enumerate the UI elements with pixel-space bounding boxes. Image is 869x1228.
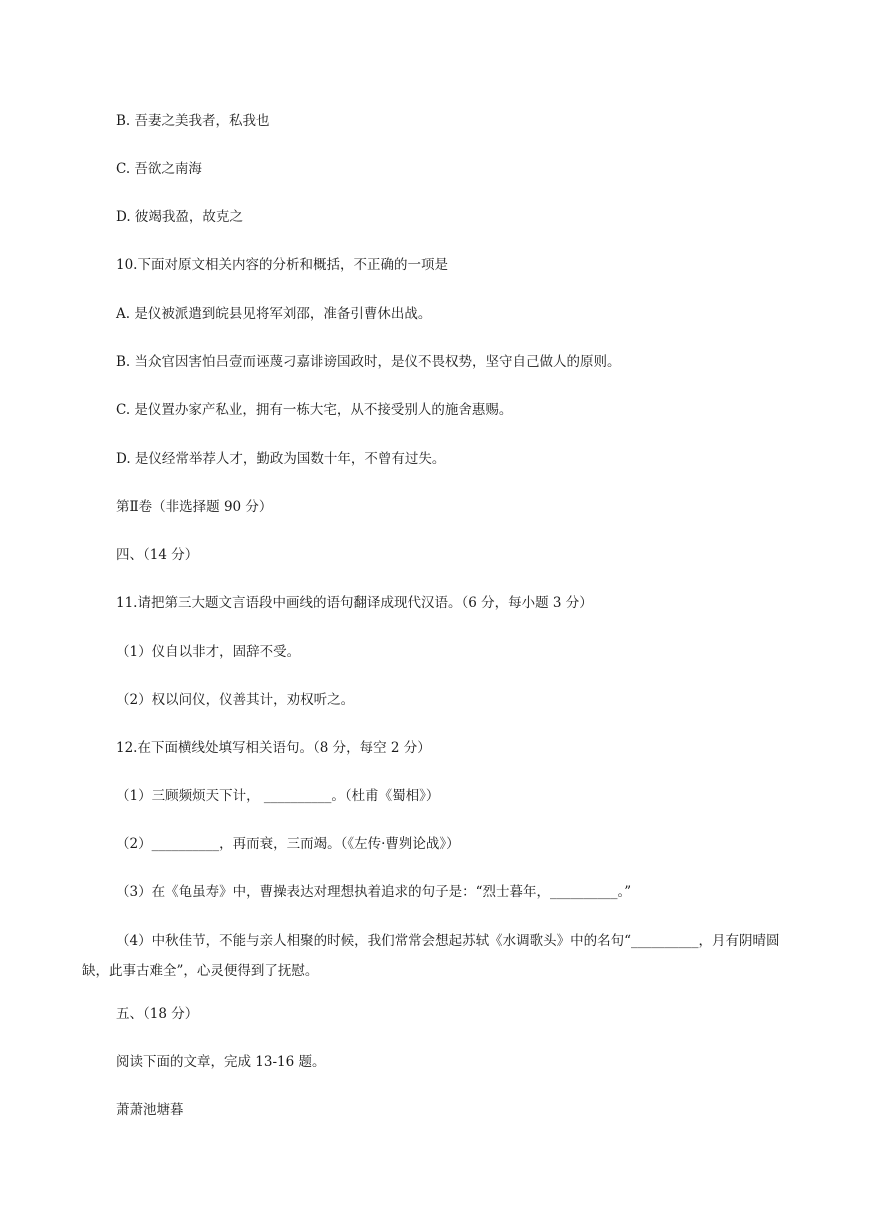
q11-item-2: （2）权以问仪，仪善其计，劝权听之。 [116,692,355,708]
q12-item-2: （2）__________，再而衰，三而竭。（《左传·曹刿论战》） [116,836,460,852]
section-heading-volume-2: 第Ⅱ卷（非选择题 90 分） [116,499,273,515]
question-11: 11.请把第三大题文言语段中画线的语句翻译成现代汉语。（6 分，每小题 3 分） [116,595,593,611]
option-b: B. 吾妻之美我者，私我也 [116,113,270,129]
q12-item-1: （1）三顾频烦天下计， __________。（杜甫《蜀相》） [116,788,440,804]
q10-option-a: A. 是仪被派遣到皖县见将军刘邵，准备引曹休出战。 [116,306,432,322]
q11-item-1: （1）仪自以非才，固辞不受。 [116,644,301,660]
q12-item-3: （3）在《龟虽寿》中，曹操表达对理想执着追求的句子是：“烈士暮年，__________。” [116,884,632,900]
section-heading-five: 五、（18 分） [116,1006,199,1022]
section-heading-four: 四、（14 分） [116,547,199,563]
q10-option-d: D. 是仪经常举荐人才，勤政为国数十年，不曾有过失。 [116,451,446,467]
option-c: C. 吾欲之南海 [116,161,202,177]
q12-item-4: （4）中秋佳节，不能与亲人相聚的时候，我们常常会想起苏轼《水调歌头》中的名句“__________，月有阴晴圆缺，此事古难全”，心灵便得到了抚慰。 [82,933,780,979]
article-title: 萧萧池塘暮 [116,1102,184,1118]
q10-option-b: B. 当众官因害怕吕壹而诬蔑刁嘉诽谤国政时，是仪不畏权势，坚守自己做人的原则。 [116,354,621,370]
reading-instruction: 阅读下面的文章，完成 13-16 题。 [116,1054,326,1070]
option-d: D. 彼竭我盈，故克之 [116,209,243,225]
question-10: 10.下面对原文相关内容的分析和概括，不正确的一项是 [116,257,448,273]
q10-option-c: C. 是仪置办家产私业，拥有一栋大宅，从不接受别人的施舍惠赐。 [116,402,513,418]
question-12: 12.在下面横线处填写相关语句。（8 分，每空 2 分） [116,740,431,756]
